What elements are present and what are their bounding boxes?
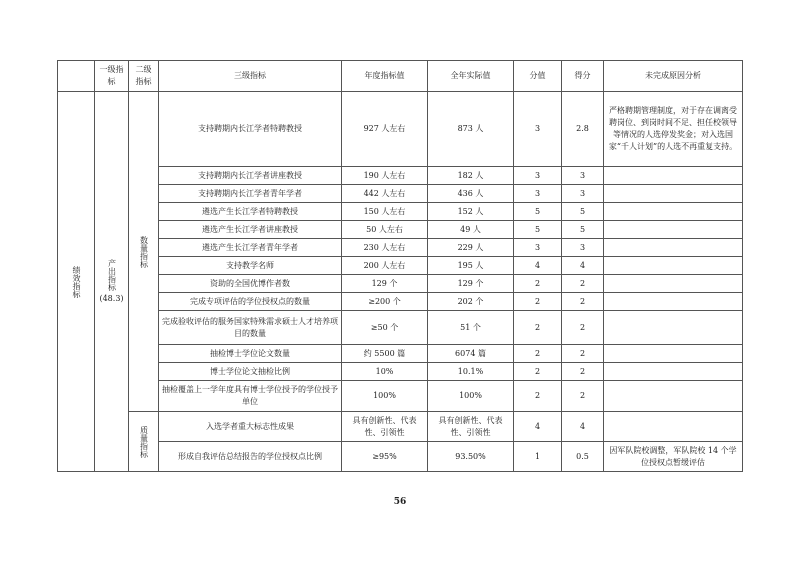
cell-name: 抽检覆盖上一学年度具有博士学位授予的学位授予单位 — [159, 381, 342, 412]
cell-score: 3 — [562, 167, 604, 185]
cell-target: ≥95% — [342, 442, 428, 472]
performance-indicator-cell — [58, 92, 95, 472]
cell-points: 2 — [514, 345, 562, 363]
output-indicator-cell — [95, 92, 129, 472]
cell-name: 支持聘期内长江学者特聘教授 — [159, 92, 342, 167]
cell-score: 2 — [562, 293, 604, 311]
cell-actual: 93.50% — [428, 442, 514, 472]
cell-target: 442 人左右 — [342, 185, 428, 203]
cell-name: 遴选产生长江学者特聘教授 — [159, 203, 342, 221]
cell-target: ≥50 个 — [342, 311, 428, 345]
cell-points: 5 — [514, 221, 562, 239]
cell-target: ≥200 个 — [342, 293, 428, 311]
performance-indicator-label: 绩效指标 — [72, 265, 81, 298]
table-row — [58, 167, 743, 185]
cell-reason — [604, 311, 743, 345]
cell-points: 2 — [514, 275, 562, 293]
table-row — [58, 221, 743, 239]
cell-points: 3 — [514, 239, 562, 257]
output-indicator-score: (48.3) — [99, 293, 124, 303]
cell-name: 支持聘期内长江学者青年学者 — [159, 185, 342, 203]
cell-score: 3 — [562, 239, 604, 257]
cell-score: 5 — [562, 203, 604, 221]
cell-name: 完成验收评估的服务国家特殊需求硕士人才培养项目的数量 — [159, 311, 342, 345]
table-row — [58, 381, 743, 412]
cell-actual: 873 人 — [428, 92, 514, 167]
table-row — [58, 412, 743, 442]
cell-reason — [604, 275, 743, 293]
performance-table — [57, 60, 743, 472]
output-indicator-label: 产出指标 — [107, 258, 117, 291]
cell-actual: 182 人 — [428, 167, 514, 185]
cell-actual: 129 个 — [428, 275, 514, 293]
cell-target: 230 人左右 — [342, 239, 428, 257]
table-row — [58, 92, 743, 167]
cell-points: 3 — [514, 167, 562, 185]
cell-target: 927 人左右 — [342, 92, 428, 167]
cell-actual: 100% — [428, 381, 514, 412]
cell-actual: 49 人 — [428, 221, 514, 239]
quantity-indicator-cell — [129, 92, 159, 412]
cell-reason — [604, 293, 743, 311]
cell-score: 2 — [562, 381, 604, 412]
cell-points: 4 — [514, 412, 562, 442]
cell-target: 约 5500 篇 — [342, 345, 428, 363]
table-row — [58, 345, 743, 363]
cell-actual: 229 人 — [428, 239, 514, 257]
cell-actual: 10.1% — [428, 363, 514, 381]
cell-target: 100% — [342, 381, 428, 412]
cell-score: 0.5 — [562, 442, 604, 472]
table-row — [58, 275, 743, 293]
cell-actual: 152 人 — [428, 203, 514, 221]
cell-name: 形成自我评估总结报告的学位授权点比例 — [159, 442, 342, 472]
cell-name: 遴选产生长江学者青年学者 — [159, 239, 342, 257]
cell-name: 支持教学名师 — [159, 257, 342, 275]
cell-name: 抽检博士学位论文数量 — [159, 345, 342, 363]
cell-points: 4 — [514, 257, 562, 275]
cell-score: 2 — [562, 345, 604, 363]
cell-reason: 严格聘期管理制度，对于存在调离受聘岗位、到岗时间不足、担任校领导等情况的人选停发奖金；对入选国家“千人计划”的人选不再重复支持。 — [604, 92, 743, 167]
table-row — [58, 185, 743, 203]
cell-name: 遴选产生长江学者讲座教授 — [159, 221, 342, 239]
quality-indicator-cell — [129, 412, 159, 472]
table-row — [58, 311, 743, 345]
cell-reason — [604, 185, 743, 203]
cell-points: 5 — [514, 203, 562, 221]
cell-score: 2 — [562, 311, 604, 345]
table-body — [58, 92, 743, 472]
cell-reason — [604, 221, 743, 239]
cell-target: 200 人左右 — [342, 257, 428, 275]
table-row — [58, 442, 743, 472]
cell-points: 2 — [514, 311, 562, 345]
cell-target: 190 人左右 — [342, 167, 428, 185]
table-row — [58, 363, 743, 381]
cell-score: 4 — [562, 412, 604, 442]
cell-target: 129 个 — [342, 275, 428, 293]
cell-reason — [604, 381, 743, 412]
cell-actual: 51 个 — [428, 311, 514, 345]
cell-points: 2 — [514, 293, 562, 311]
cell-points: 3 — [514, 92, 562, 167]
header-level2: 二级指标 — [129, 61, 159, 92]
cell-reason — [604, 257, 743, 275]
cell-actual: 202 个 — [428, 293, 514, 311]
header-level1: 一级指标 — [95, 61, 129, 92]
cell-points: 1 — [514, 442, 562, 472]
cell-reason — [604, 239, 743, 257]
table-row — [58, 293, 743, 311]
cell-target: 具有创新性、代表性、引领性 — [342, 412, 428, 442]
cell-actual: 具有创新性、代表性、引领性 — [428, 412, 514, 442]
header-score: 得分 — [562, 61, 604, 92]
cell-score: 5 — [562, 221, 604, 239]
quality-indicator-label: 质量指标 — [139, 425, 149, 458]
cell-reason — [604, 345, 743, 363]
cell-score: 4 — [562, 257, 604, 275]
cell-reason — [604, 203, 743, 221]
table-row — [58, 257, 743, 275]
cell-reason: 因军队院校调整，军队院校 14 个学位授权点暂缓评估 — [604, 442, 743, 472]
cell-score: 2.8 — [562, 92, 604, 167]
header-points: 分值 — [514, 61, 562, 92]
header-reason: 未完成原因分析 — [604, 61, 743, 92]
cell-reason — [604, 167, 743, 185]
cell-target: 50 人左右 — [342, 221, 428, 239]
cell-actual: 6074 篇 — [428, 345, 514, 363]
cell-target: 150 人左右 — [342, 203, 428, 221]
header-annual-target: 年度指标值 — [342, 61, 428, 92]
cell-reason — [604, 363, 743, 381]
cell-actual: 436 人 — [428, 185, 514, 203]
cell-points: 2 — [514, 363, 562, 381]
cell-points: 2 — [514, 381, 562, 412]
table-row — [58, 203, 743, 221]
cell-name: 资助的全国优博作者数 — [159, 275, 342, 293]
cell-score: 3 — [562, 185, 604, 203]
cell-reason — [604, 412, 743, 442]
cell-name: 博士学位论文抽检比例 — [159, 363, 342, 381]
header-row — [58, 61, 743, 92]
cell-target: 10% — [342, 363, 428, 381]
cell-actual: 195 人 — [428, 257, 514, 275]
cell-score: 2 — [562, 363, 604, 381]
quantity-indicator-label: 数量指标 — [139, 235, 149, 268]
cell-name: 完成专项评估的学位授权点的数量 — [159, 293, 342, 311]
header-level3: 三级指标 — [159, 61, 342, 92]
page-number: 56 — [393, 497, 407, 507]
cell-name: 入选学者重大标志性成果 — [159, 412, 342, 442]
cell-points: 3 — [514, 185, 562, 203]
cell-name: 支持聘期内长江学者讲座教授 — [159, 167, 342, 185]
header-actual-value: 全年实际值 — [428, 61, 514, 92]
table-row — [58, 239, 743, 257]
cell-score: 2 — [562, 275, 604, 293]
header-blank — [58, 61, 95, 92]
